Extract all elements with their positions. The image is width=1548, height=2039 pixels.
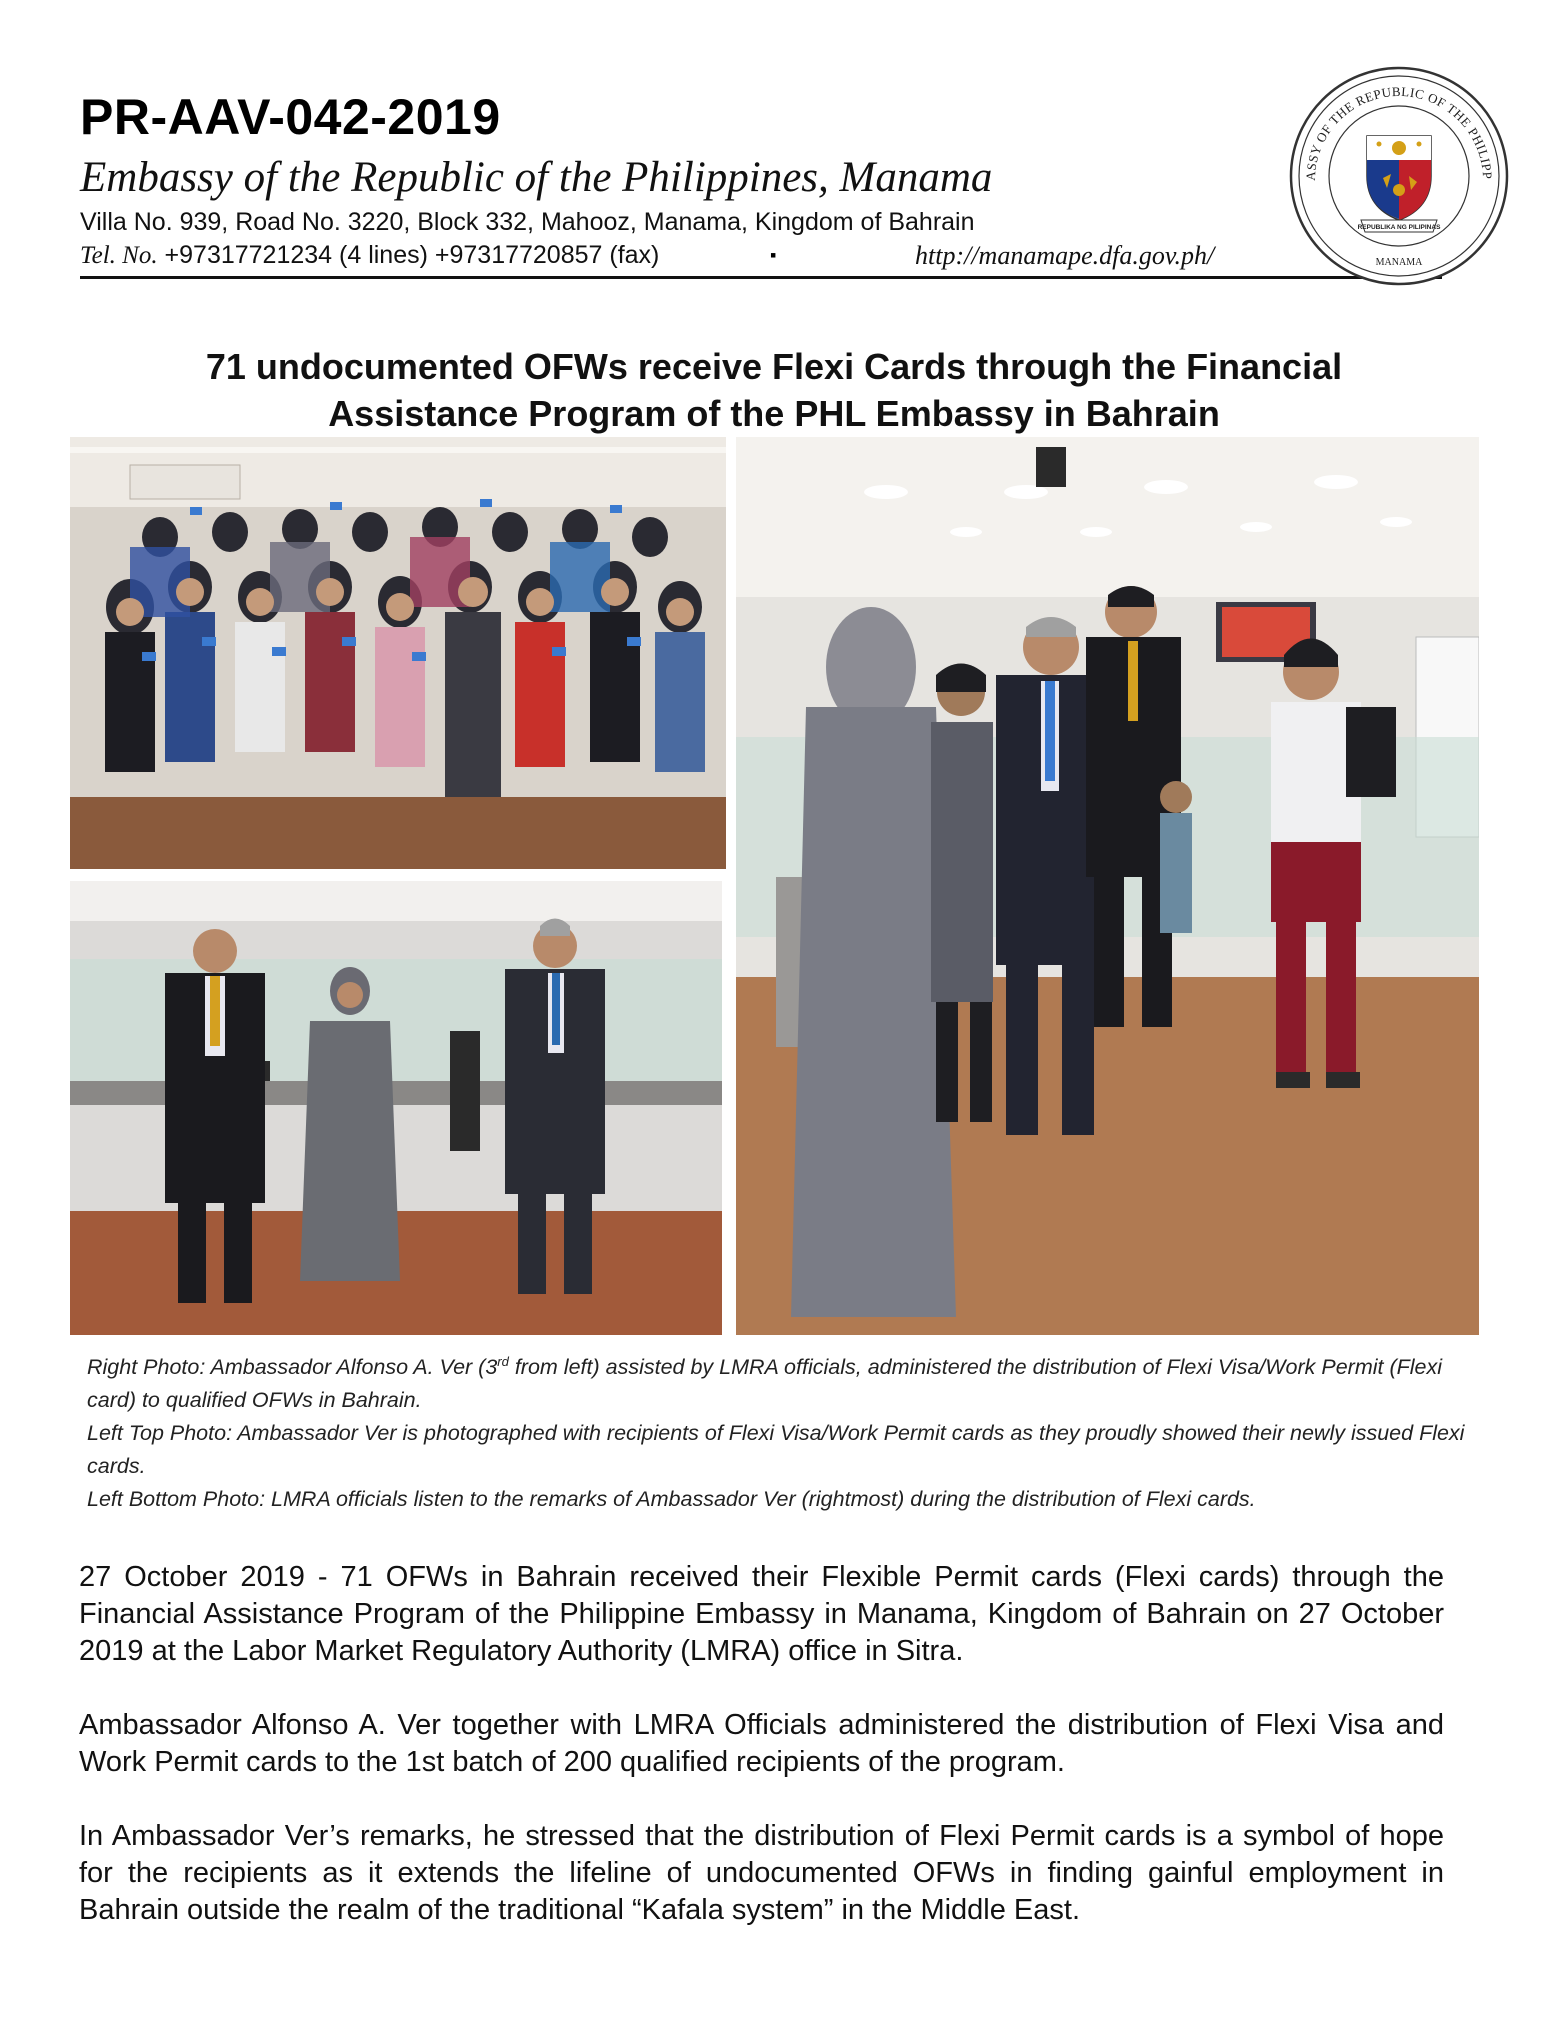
headline-line-1: 71 undocumented OFWs receive Flexi Cards through the Financial (205, 346, 1343, 387)
embassy-address: Villa No. 939, Road No. 3220, Block 332, Mahooz, Manama, Kingdom of Bahrain (80, 208, 975, 236)
embassy-seal-logo (1287, 64, 1511, 288)
tel-numbers: +97317721234 (4 lines) +97317720857 (fax) (164, 241, 660, 269)
separator-bullet: ▪ (770, 245, 777, 265)
caption-left-top-photo: Left Top Photo: Ambassador Ver is photographed with recipients of Flexi Visa/Work Permit cards as they proudly showed their newly issued Flexi cards. (87, 1421, 1465, 1479)
headline-line-2: Assistance Program of the PHL Embassy in Bahrain (328, 393, 1220, 434)
caption-right-photo: Right Photo: Ambassador Alfonso A. Ver (3rd from left) assisted by LMRA officials, administered the distribution of Flexi Visa/Work Permit (Flexi card) to qualified OFWs in Bahrain. (87, 1354, 1443, 1413)
tel-label: Tel. No. (80, 242, 158, 269)
article-headline (80, 343, 1468, 437)
seal-bottom-text: MANAMA (1375, 257, 1423, 268)
photo-group-recipients (70, 437, 726, 869)
embassy-website-link[interactable]: http://manamape.dfa.gov.ph/ (915, 241, 1215, 270)
article-body (79, 1559, 1444, 1966)
photo-lmra-officials (70, 881, 722, 1335)
body-paragraph-3: In Ambassador Ver’s remarks, he stressed that the distribution of Flexi Permit cards is a symbol of hope for the recipients as it extends the lifeline of undocumented OFWs in finding gainful employment in Bahrain outside the realm of the traditional “Kafala system” in the Middle East. (79, 1820, 1444, 1926)
photo-flexi-card-distribution (736, 437, 1479, 1335)
body-paragraph-2: Ambassador Alfonso A. Ver together with LMRA Officials administered the distribution of Flexi Visa and Work Permit cards to the 1st batch of 200 qualified recipients of the program. (79, 1709, 1444, 1778)
caption-left-bottom-photo: Left Bottom Photo: LMRA officials listen to the remarks of Ambassador Ver (rightmost) during the distribution of Flexi cards. (87, 1487, 1256, 1512)
photo-captions (87, 1345, 1467, 1516)
press-release-code: PR-AAV-042-2019 (80, 89, 501, 145)
body-paragraph-1: 27 October 2019 - 71 OFWs in Bahrain received their Flexible Permit cards (Flexi cards) through the Financial Assistance Program of the Philippine Embassy in Manama, Kingdom of Bahrain on 27 October 2019 at the Labor Market Regulatory Authority (LMRA) office in Sitra. (79, 1561, 1444, 1667)
seal-ribbon-text: REPUBLIKA NG PILIPINAS (1357, 224, 1441, 231)
embassy-name: Embassy of the Republic of the Philippines, Manama (80, 154, 993, 201)
header-divider (80, 276, 1442, 279)
seal-ring-text: ASSY OF THE REPUBLIC OF THE PHILIPP (1302, 83, 1496, 182)
embassy-contact (80, 243, 659, 268)
